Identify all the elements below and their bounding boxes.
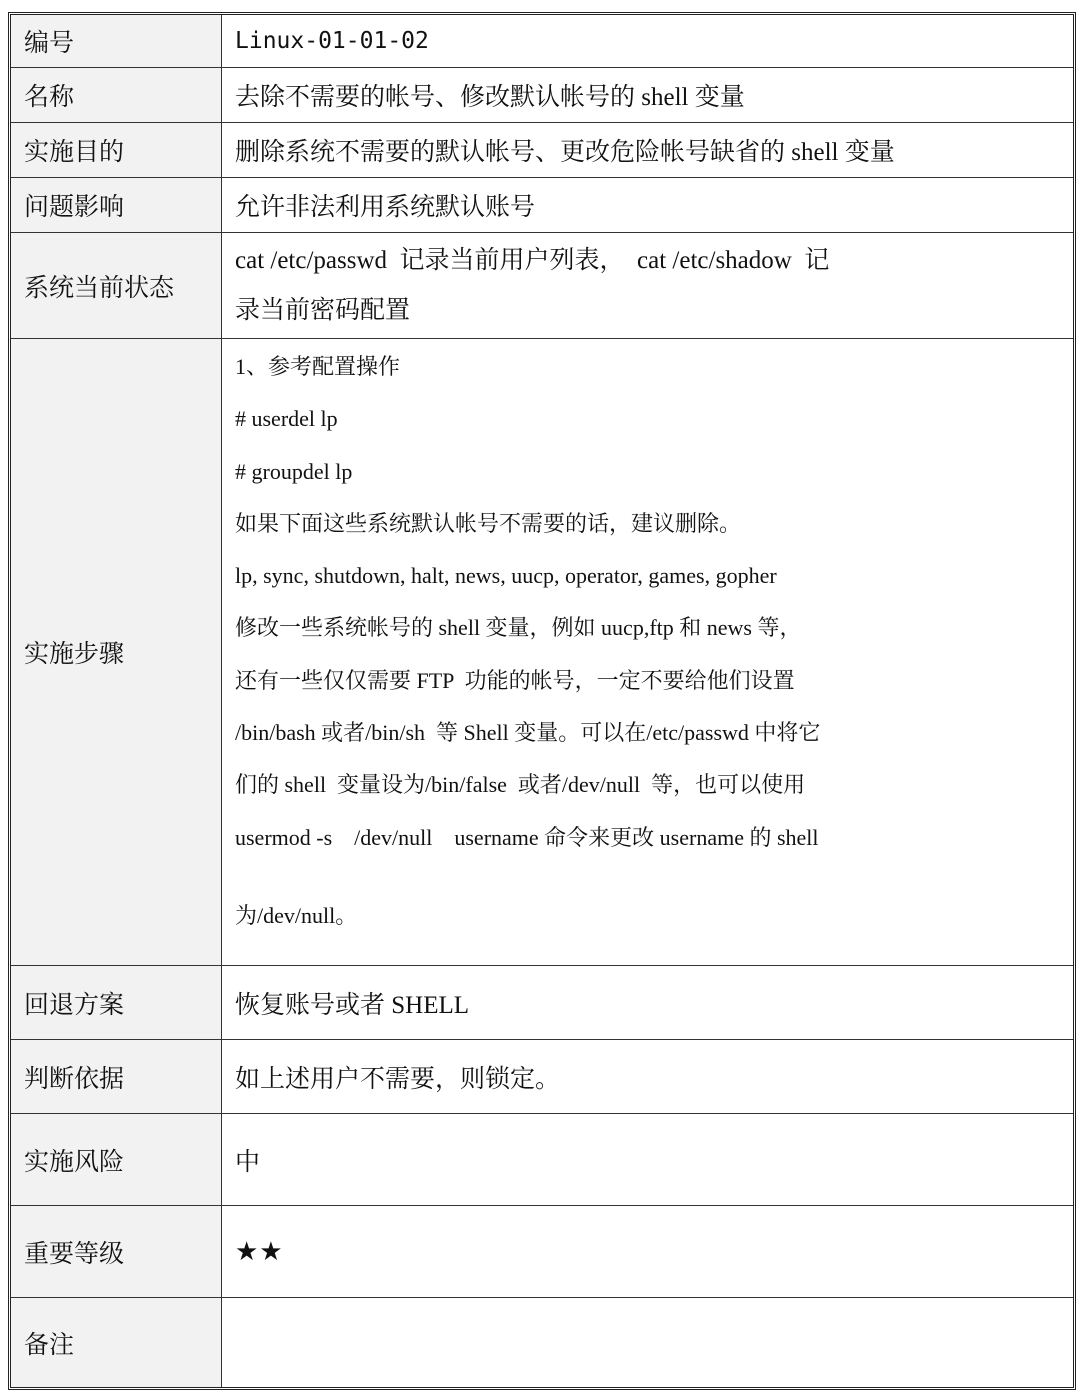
- row-label: 编号: [11, 15, 222, 67]
- table-row-steps: [11, 338, 1073, 965]
- step-line: 修改一些系统帐号的 shell 变量，例如 uucp,ftp 和 news 等，: [235, 615, 802, 641]
- table-row-current-status: [11, 232, 1073, 338]
- row-value-criteria: 如上述用户不需要，则锁定。: [235, 1065, 561, 1093]
- step-line: 们的 shell 变量设为/bin/false 或者/dev/null 等，也可以使用: [235, 772, 806, 798]
- step-line: # userdel lp: [235, 406, 338, 432]
- table-row-rollback: [11, 965, 1073, 1039]
- step-line: 为/dev/null。: [235, 902, 358, 928]
- step-line: 还有一些仅仅需要 FTP 功能的帐号，一定不要给他们设置: [235, 667, 795, 693]
- row-value-name: 去除不需要的帐号、修改默认帐号的 shell 变量: [235, 84, 745, 111]
- config-table: [8, 12, 1076, 1390]
- row-label: 实施风险: [11, 1114, 222, 1205]
- row-value-steps: [222, 339, 1073, 965]
- step-line: lp, sync, shutdown, halt, news, uucp, operator, games, gopher: [235, 563, 777, 589]
- row-label: 系统当前状态: [11, 233, 222, 338]
- row-value-notes: [222, 1298, 1073, 1387]
- star-rating: ★★: [235, 1236, 284, 1267]
- row-value-id: Linux-01-01-02: [235, 28, 429, 54]
- table-row-priority: [11, 1205, 1073, 1297]
- table-row-purpose: [11, 122, 1073, 177]
- row-label: 名称: [11, 68, 222, 122]
- row-value-impact: 允许非法利用系统默认账号: [235, 194, 536, 221]
- row-label: 备注: [11, 1298, 222, 1387]
- row-label: 判断依据: [11, 1040, 222, 1113]
- step-line: 如果下面这些系统默认帐号不需要的话，建议删除。: [235, 510, 742, 536]
- row-value-current-status: [222, 233, 1073, 338]
- step-line: 1、参考配置操作: [235, 354, 401, 379]
- row-value-rollback: 恢复账号或者 SHELL: [235, 991, 470, 1019]
- step-line: /bin/bash 或者/bin/sh 等 Shell 变量。可以在/etc/passwd 中将它: [235, 720, 821, 746]
- table-row-impact: [11, 177, 1073, 232]
- table-row-risk: [11, 1113, 1073, 1205]
- status-line: 录当前密码配置: [235, 296, 411, 324]
- row-label: 实施步骤: [11, 339, 222, 965]
- row-value-risk: 中: [235, 1148, 261, 1176]
- table-row-name: [11, 67, 1073, 122]
- row-label: 实施目的: [11, 123, 222, 177]
- row-label: 问题影响: [11, 178, 222, 232]
- step-line: # groupdel lp: [235, 458, 353, 484]
- row-label: 回退方案: [11, 966, 222, 1039]
- table-row-notes: [11, 1297, 1073, 1387]
- table-row-criteria: [11, 1039, 1073, 1113]
- table-row-id: [11, 15, 1073, 67]
- row-label: 重要等级: [11, 1206, 222, 1297]
- status-line: cat /etc/passwd 记录当前用户列表， cat /etc/shadow 记: [235, 246, 830, 274]
- step-line: usermod -s /dev/null username 命令来更改 username 的 shell: [235, 824, 819, 850]
- row-value-purpose: 删除系统不需要的默认帐号、更改危险帐号缺省的 shell 变量: [235, 139, 895, 166]
